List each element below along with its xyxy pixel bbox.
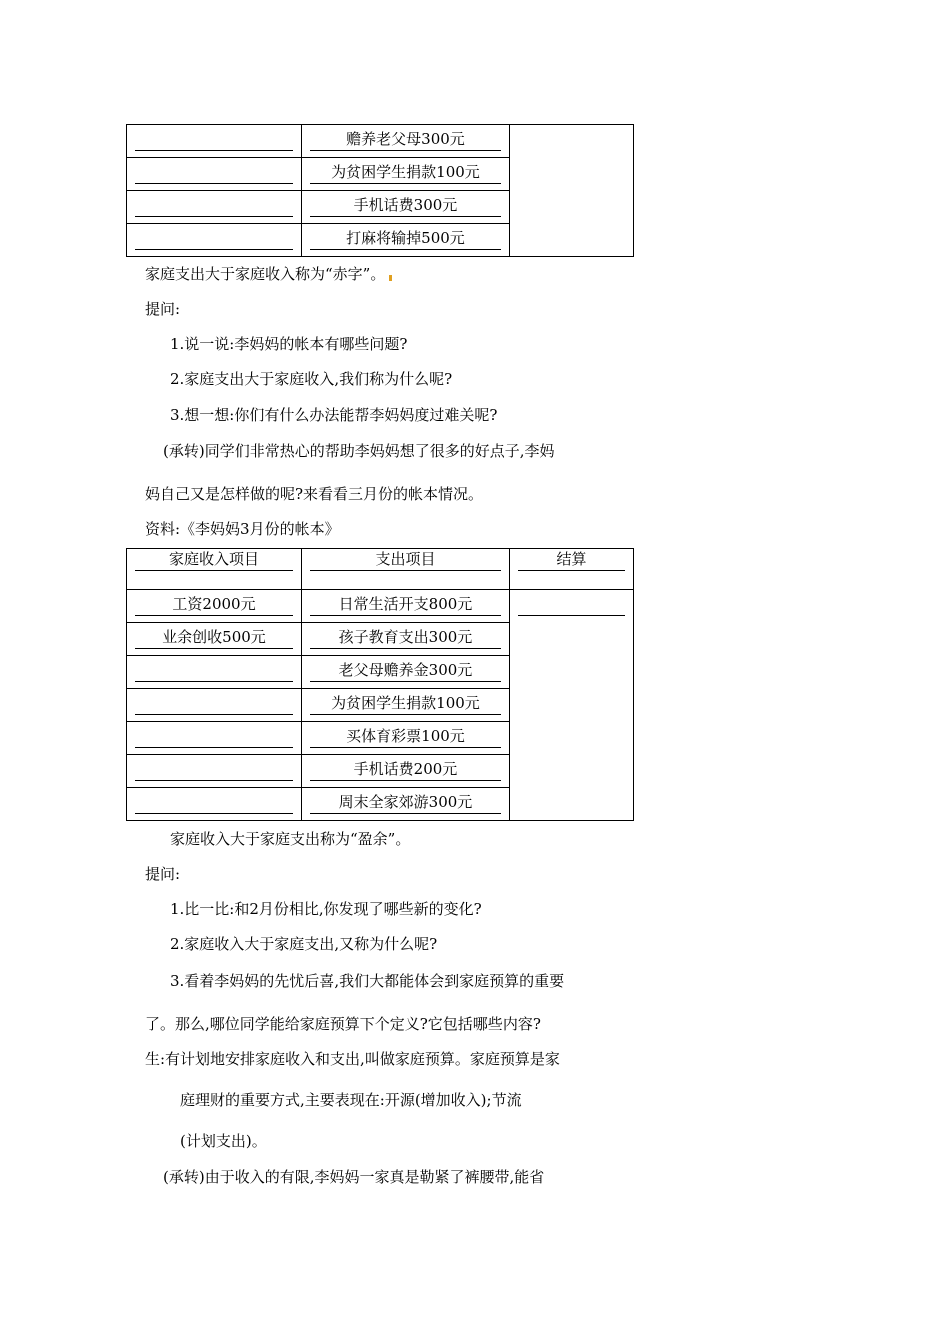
income-cell [135,761,293,781]
column-header-expense: 支出项目 [310,551,501,571]
income-cell [135,164,293,184]
balance-blank [518,596,625,616]
expense-cell: 买体育彩票100元 [310,728,501,748]
column-header-balance: 结算 [518,551,625,571]
question-item: 2.家庭支出大于家庭收入,我们称为什么呢? [170,370,453,388]
income-cell [135,794,293,814]
income-cell [135,728,293,748]
expense-cell: 赡养老父母300元 [310,131,501,151]
question-item: 3.看着李妈妈的先忧后喜,我们大都能体会到家庭预算的重要 [170,972,565,990]
expense-cell: 为贫困学生捐款100元 [310,164,501,184]
expense-cell: 为贫困学生捐款100元 [310,695,501,715]
ledger-table-march [126,548,634,821]
income-cell: 业余创收500元 [135,629,293,649]
expense-cell: 周末全家郊游300元 [310,794,501,814]
transition-paragraph: (承转)同学们非常热心的帮助李妈妈想了很多的好点子,李妈 [163,442,555,460]
column-header-income: 家庭收入项目 [135,551,293,571]
answer-paragraph-cont: 庭理财的重要方式,主要表现在:开源(增加收入);节流 [180,1091,522,1109]
question-item: 1.说一说:李妈妈的帐本有哪些问题? [170,335,408,353]
question-label: 提问: [145,300,181,318]
deficit-note [145,263,392,284]
transition-paragraph-cont: 妈自己又是怎样做的呢?来看看三月份的帐本情况。 [145,485,484,503]
deficit-note-text: 家庭支出大于家庭收入称为“赤字”。 [145,265,386,283]
expense-cell: 日常生活开支800元 [310,596,501,616]
ledger-table-february [126,124,634,257]
expense-cell: 孩子教育支出300元 [310,629,501,649]
income-cell: 工资2000元 [135,596,293,616]
surplus-note: 家庭收入大于家庭支出称为“盈余”。 [170,830,411,848]
income-cell [135,197,293,217]
income-cell [135,131,293,151]
expense-cell: 手机话费300元 [310,197,501,217]
income-cell [135,230,293,250]
table-row [127,590,634,623]
transition-paragraph: (承转)由于收入的有限,李妈妈一家真是勒紧了裤腰带,能省 [163,1168,545,1186]
balance-cell [510,125,634,257]
question-label: 提问: [145,865,181,883]
income-cell [135,662,293,682]
expense-cell: 老父母赡养金300元 [310,662,501,682]
answer-paragraph: 生:有计划地安排家庭收入和支出,叫做家庭预算。家庭预算是家 [145,1050,560,1068]
table-row [127,125,634,158]
question-item: 3.想一想:你们有什么办法能帮李妈妈度过难关呢? [170,406,498,424]
expense-cell: 手机话费200元 [310,761,501,781]
question-item: 2.家庭收入大于家庭支出,又称为什么呢? [170,935,438,953]
answer-paragraph-end: (计划支出)。 [180,1132,267,1150]
material-label: 资料:《李妈妈3月份的帐本》 [145,520,340,538]
balance-cell [510,590,634,821]
question-item: 1.比一比:和2月份相比,你发现了哪些新的变化? [170,900,482,918]
mark-dot [389,275,392,281]
table-header-row [127,549,634,590]
question-item-cont: 了。那么,哪位同学能给家庭预算下个定义?它包括哪些内容? [145,1015,541,1033]
income-cell [135,695,293,715]
expense-cell: 打麻将输掉500元 [310,230,501,250]
